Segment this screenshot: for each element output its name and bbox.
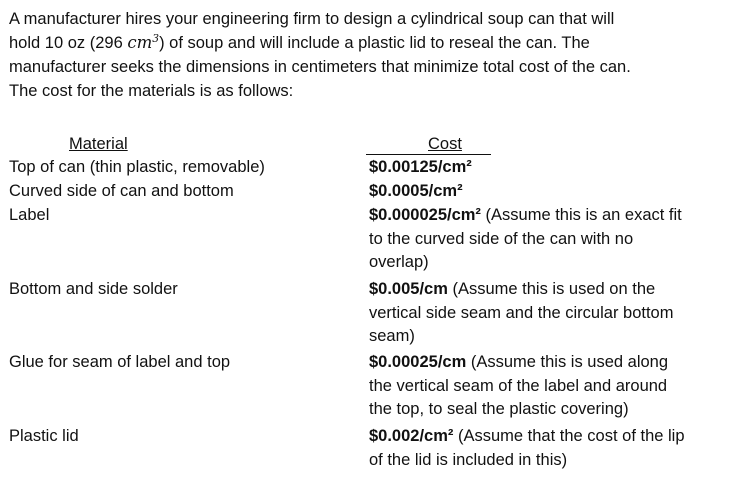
volume-unit-base: cm bbox=[127, 33, 153, 52]
note-label-line-3: overlap) bbox=[369, 253, 429, 271]
cost-glue bbox=[369, 351, 747, 422]
material-plastic-lid: Plastic lid bbox=[9, 427, 79, 445]
material-top-of-can: Top of can (thin plastic, removable) bbox=[9, 158, 265, 176]
material-curved-side: Curved side of can and bottom bbox=[9, 182, 234, 200]
intro-line-2-start: hold 10 oz (296 bbox=[9, 34, 128, 52]
note-label-line-1: (Assume this is an exact fit bbox=[480, 206, 682, 224]
price-plastic-lid: $0.002/cm² bbox=[369, 427, 454, 445]
problem-statement bbox=[9, 7, 745, 103]
cost-column-header: Cost bbox=[428, 135, 462, 153]
cost-top-of-can bbox=[369, 156, 747, 180]
intro-line-4: The cost for the materials is as follows: bbox=[9, 82, 294, 100]
price-label: $0.000025/cm² bbox=[369, 206, 481, 224]
note-glue-line-3: the top, to seal the plastic covering) bbox=[369, 400, 629, 418]
note-glue-line-2: the vertical seam of the label and around bbox=[369, 376, 668, 395]
price-solder: $0.005/cm bbox=[369, 280, 448, 298]
intro-line-2-end: ) of soup and will include a plastic lid to reseal the can. The bbox=[159, 34, 590, 52]
price-top-of-can: $0.00125/cm² bbox=[369, 158, 472, 176]
cost-label bbox=[369, 204, 747, 275]
cost-plastic-lid bbox=[369, 425, 747, 472]
intro-line-1: A manufacturer hires your engineering firm to design a cylindrical soup can that will bbox=[9, 10, 615, 28]
note-glue-line-1: (Assume this is used along bbox=[466, 353, 669, 371]
note-lid-line-1: (Assume that the cost of the lip bbox=[453, 427, 685, 445]
material-column-header: Material bbox=[69, 135, 128, 153]
intro-line-2 bbox=[9, 31, 745, 55]
material-label: Label bbox=[9, 206, 50, 224]
note-lid-line-2: of the lid is included in this) bbox=[369, 450, 568, 469]
volume-unit bbox=[127, 33, 159, 52]
note-solder-line-3: seam) bbox=[369, 327, 415, 345]
cost-curved-side bbox=[369, 180, 747, 204]
price-curved-side: $0.0005/cm² bbox=[369, 182, 463, 200]
material-glue: Glue for seam of label and top bbox=[9, 353, 231, 371]
note-label-line-2: to the curved side of the can with no bbox=[369, 229, 634, 248]
intro-line-3: manufacturer seeks the dimensions in centimeters that minimize total cost of the can. bbox=[9, 58, 631, 76]
volume-unit-exponent: 3 bbox=[152, 32, 160, 46]
price-glue: $0.00025/cm bbox=[369, 353, 467, 371]
material-solder: Bottom and side solder bbox=[9, 280, 178, 298]
note-solder-line-1: (Assume this is used on the bbox=[447, 280, 656, 298]
cost-solder bbox=[369, 278, 747, 349]
cost-header-rule bbox=[366, 154, 491, 155]
note-solder-line-2: vertical side seam and the circular bottom bbox=[369, 303, 674, 322]
